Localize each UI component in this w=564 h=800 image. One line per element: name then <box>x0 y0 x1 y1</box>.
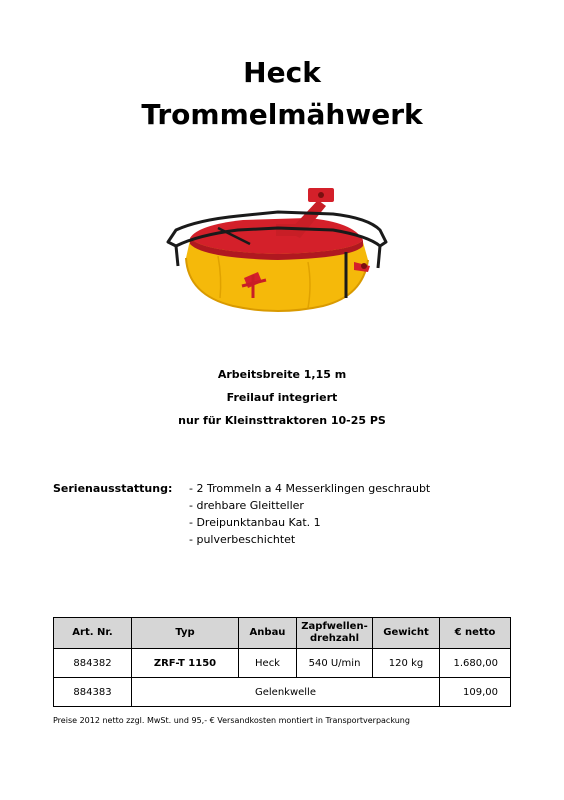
equipment-item: - 2 Trommeln a 4 Messerklingen geschraubt <box>189 482 431 495</box>
equipment-label: Serienausstattung: <box>53 482 173 495</box>
cell-netto: 109,00 <box>440 678 511 707</box>
cell-description: Gelenkwelle <box>132 678 440 707</box>
cell-zapfwelle: 540 U/min <box>297 649 373 678</box>
header-zapfwelle <box>297 618 373 649</box>
table-row <box>54 649 511 678</box>
cell-typ: ZRF-T 1150 <box>132 649 239 678</box>
equipment-item: - Dreipunktanbau Kat. 1 <box>189 516 321 529</box>
feature-working-width: Arbeitsbreite 1,15 m <box>217 368 347 381</box>
feature-tractor-range: nur für Kleinsttraktoren 10-25 PS <box>178 414 386 427</box>
price-footnote: Preise 2012 netto zzgl. MwSt. und 95,- € Versandkosten montiert in Transportverpackung <box>53 716 410 725</box>
price-table <box>53 617 511 707</box>
page-title-line-2: Trommelmähwerk <box>141 98 423 131</box>
header-art-nr: Art. Nr. <box>54 618 132 649</box>
cell-anbau: Heck <box>239 649 297 678</box>
header-anbau: Anbau <box>239 618 297 649</box>
header-zapfwelle-line-2: drehzahl <box>309 633 360 644</box>
equipment-item: - pulverbeschichtet <box>189 533 296 546</box>
header-typ: Typ <box>132 618 239 649</box>
equipment-list <box>189 482 430 550</box>
table-row <box>54 678 511 707</box>
drum-mower-image <box>158 180 393 320</box>
header-gewicht: Gewicht <box>373 618 440 649</box>
header-netto: € netto <box>440 618 511 649</box>
page-title-line-1: Heck <box>243 56 321 89</box>
cell-gewicht: 120 kg <box>373 649 440 678</box>
cell-netto: 1.680,00 <box>440 649 511 678</box>
header-zapfwelle-line-1: Zapfwellen- <box>301 621 368 632</box>
cell-art-nr: 884383 <box>54 678 132 707</box>
equipment-item: - drehbare Gleitteller <box>189 499 304 512</box>
table-header-row <box>54 618 511 649</box>
cell-art-nr: 884382 <box>54 649 132 678</box>
feature-freewheel: Freilauf integriert <box>226 391 338 404</box>
